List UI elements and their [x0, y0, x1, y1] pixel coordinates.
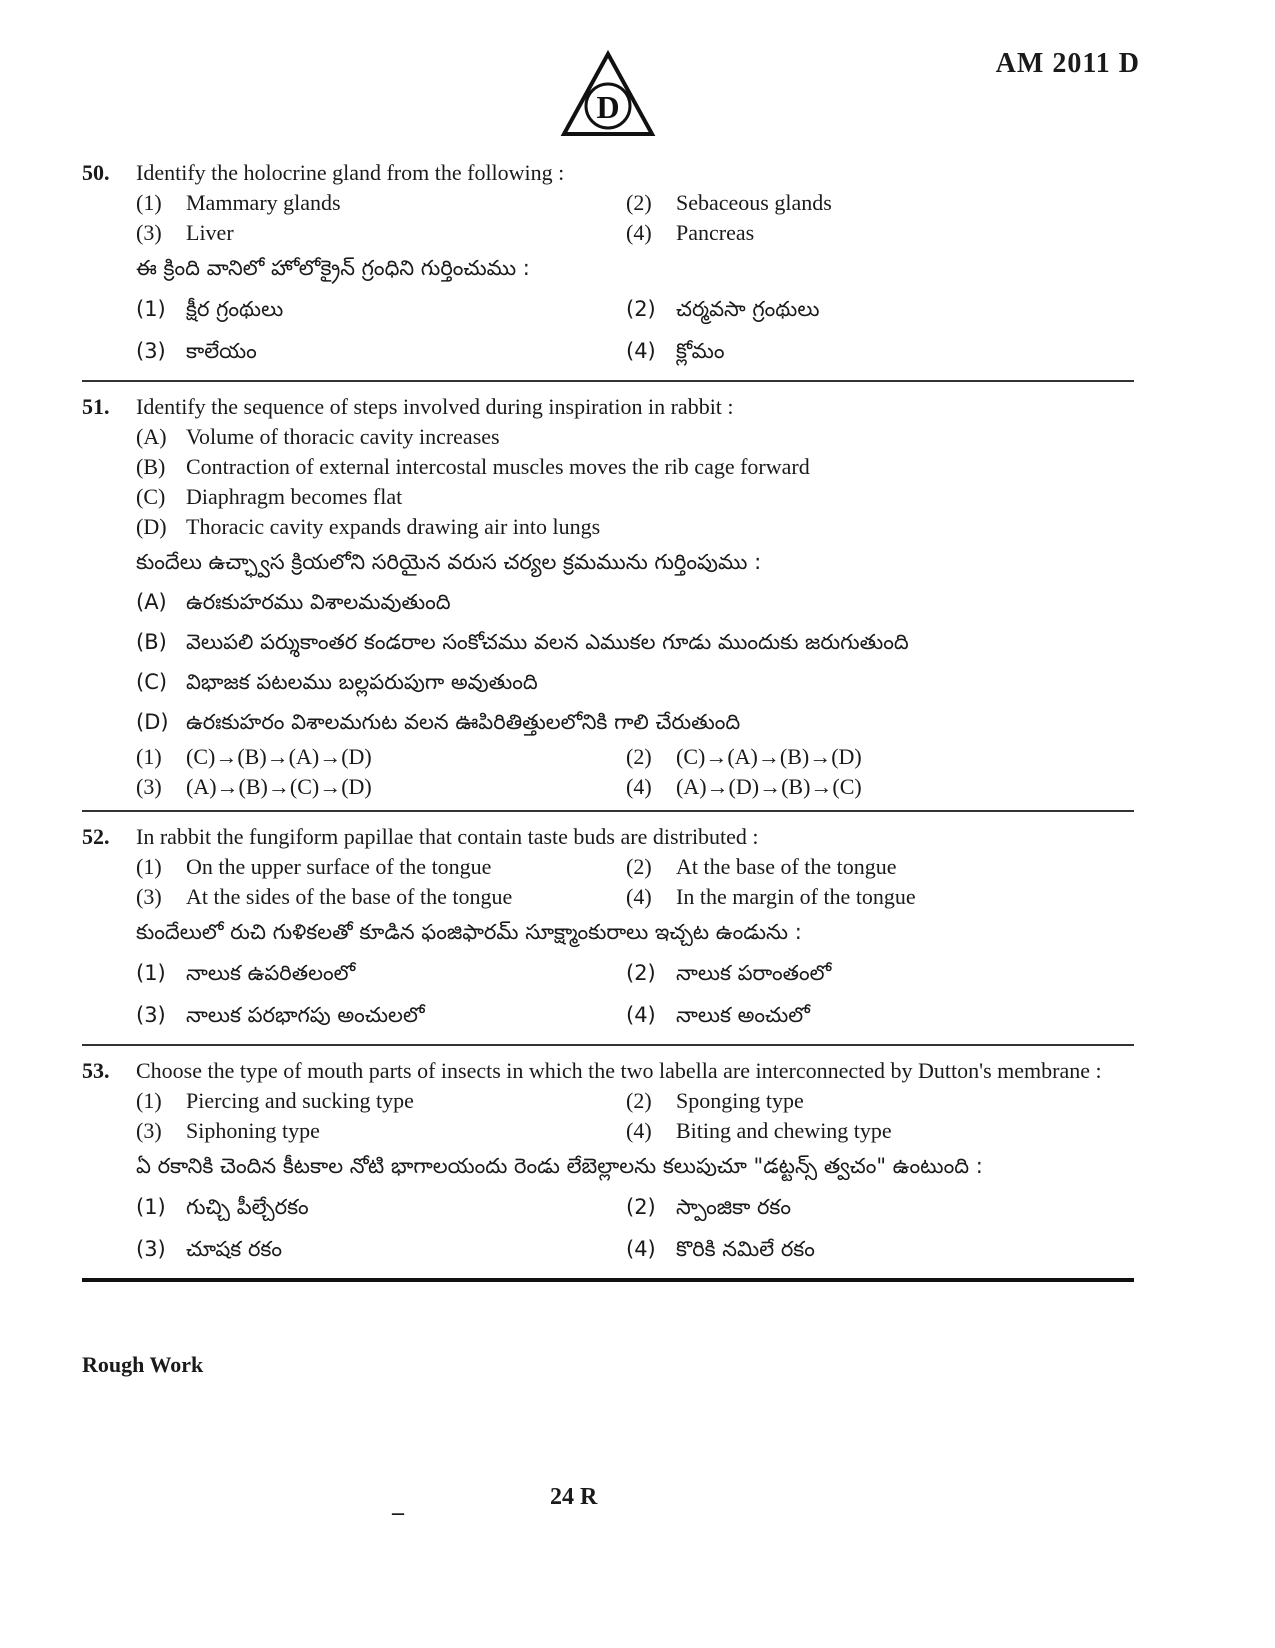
question-number: 52.: [82, 824, 110, 849]
option: (1) గుచ్చి పీల్చేరకం: [136, 1195, 309, 1219]
question-number: 50.: [82, 160, 110, 185]
booklet-series-letter: D: [596, 89, 620, 125]
options-english: [136, 852, 1134, 912]
question-text-telugu: కుందేలు ఉచ్ఛ్వాస క్రియలోని సరియైన వరుస చర్యల క్రమమును గుర్తింపుము :: [136, 550, 762, 574]
question-divider: [82, 380, 1134, 382]
question-text-telugu: ఈ క్రింది వానిలో హోలోక్రైన్ గ్రంధిని గుర్తించుము :: [136, 256, 530, 280]
question-50: [82, 158, 1134, 372]
option: (1) (C)→(B)→(A)→(D): [136, 744, 372, 769]
option: (1) Piercing and sucking type: [136, 1088, 414, 1113]
question-text: In rabbit the fungiform papillae that contain taste buds are distributed :: [136, 824, 759, 849]
statement-telugu: (B) వెలుపలి పర్శుకాంతర కండరాల సంకోచము వలన ఎముకల గూడు ముందుకు జరుగుతుంది: [136, 630, 909, 654]
option: (3) నాలుక పరభాగపు అంచులలో: [136, 1003, 425, 1027]
option: (3) At the sides of the base of the tongue: [136, 884, 513, 909]
option: (4) Pancreas: [626, 220, 755, 245]
question-number: 53.: [82, 1058, 110, 1083]
question-text: Identify the holocrine gland from the following :: [136, 160, 565, 185]
option: (2) (C)→(A)→(B)→(D): [626, 744, 862, 769]
option: (3) Liver: [136, 220, 234, 245]
question-number: 51.: [82, 394, 110, 419]
options-english: [136, 1086, 1134, 1146]
statement: (B) Contraction of external intercostal muscles moves the rib cage forward: [136, 454, 810, 479]
option: (4) కొరికి నమిలే రకం: [626, 1237, 815, 1261]
option: (2) At the base of the tongue: [626, 854, 897, 879]
options-english: [136, 188, 1134, 248]
option: (3) (A)→(B)→(C)→(D): [136, 774, 372, 799]
questions-container: [82, 158, 1134, 1292]
option: (4) (A)→(D)→(B)→(C): [626, 774, 862, 799]
option: (3) కాలేయం: [136, 339, 257, 363]
question-text: Choose the type of mouth parts of insects in which the two labella are interconnected by Dutton's membrane :: [136, 1058, 1102, 1083]
option: (2) Sebaceous glands: [626, 190, 832, 215]
option: (1) నాలుక ఉపరితలంలో: [136, 961, 356, 985]
option: (4) Biting and chewing type: [626, 1118, 892, 1143]
option: (3) Siphoning type: [136, 1118, 320, 1143]
question-divider: [82, 1044, 1134, 1046]
option: (2) Sponging type: [626, 1088, 804, 1113]
option: (1) క్షీర గ్రంథులు: [136, 297, 284, 321]
option: (4) నాలుక అంచులో: [626, 1003, 810, 1027]
option: (4) క్లోమం: [626, 339, 725, 363]
question-text-telugu: ఏ రకానికి చెందిన కీటకాల నోటి భాగాలయందు రెండు లేబెల్లాలను కలుపుచూ "డట్టన్స్ త్వచం" ఉంటుంది :: [136, 1154, 983, 1178]
question-51: [82, 392, 1134, 802]
footer-dash: –: [392, 1500, 404, 1526]
option: (2) నాలుక పరాంతంలో: [626, 961, 832, 985]
option: (2) చర్మవసా గ్రంథులు: [626, 297, 820, 321]
statement-telugu: (C) విభాజక పటలము బల్లపరుపుగా అవుతుంది: [136, 670, 538, 694]
statement: (C) Diaphragm becomes flat: [136, 484, 403, 509]
options-telugu: [136, 1186, 1134, 1270]
booklet-code: AM 2011 D: [995, 48, 1140, 79]
section-end-divider: [82, 1278, 1134, 1282]
question-53: [82, 1056, 1134, 1270]
option: (1) On the upper surface of the tongue: [136, 854, 492, 879]
question-text: Identify the sequence of steps involved during inspiration in rabbit :: [136, 394, 734, 419]
statement-telugu: (A) ఉరఃకుహరము విశాలమవుతుంది: [136, 590, 451, 614]
options-telugu: [136, 952, 1134, 1036]
option: (2) స్పాంజికా రకం: [626, 1195, 792, 1219]
option: (1) Mammary glands: [136, 190, 341, 215]
statement: (D) Thoracic cavity expands drawing air into lungs: [136, 514, 601, 539]
statement: (A) Volume of thoracic cavity increases: [136, 424, 500, 449]
rough-work-label: Rough Work: [82, 1352, 204, 1377]
page-number: 24 R: [550, 1484, 598, 1510]
question-divider: [82, 810, 1134, 812]
booklet-series-triangle-icon: [560, 50, 656, 140]
options-telugu: [136, 288, 1134, 372]
question-text-telugu: కుందేలులో రుచి గుళికలతో కూడిన ఫంజిఫారమ్ సూక్ష్మాంకురాలు ఇచ్చట ఉండును :: [136, 920, 802, 944]
statement-telugu: (D) ఉరఃకుహరం విశాలమగుట వలన ఊపిరితిత్తులలోనికి గాలి చేరుతుంది: [136, 710, 741, 734]
option: (3) చూషక రకం: [136, 1237, 283, 1261]
options-sequence: [136, 742, 1134, 802]
option: (4) In the margin of the tongue: [626, 884, 916, 909]
question-52: [82, 822, 1134, 1036]
